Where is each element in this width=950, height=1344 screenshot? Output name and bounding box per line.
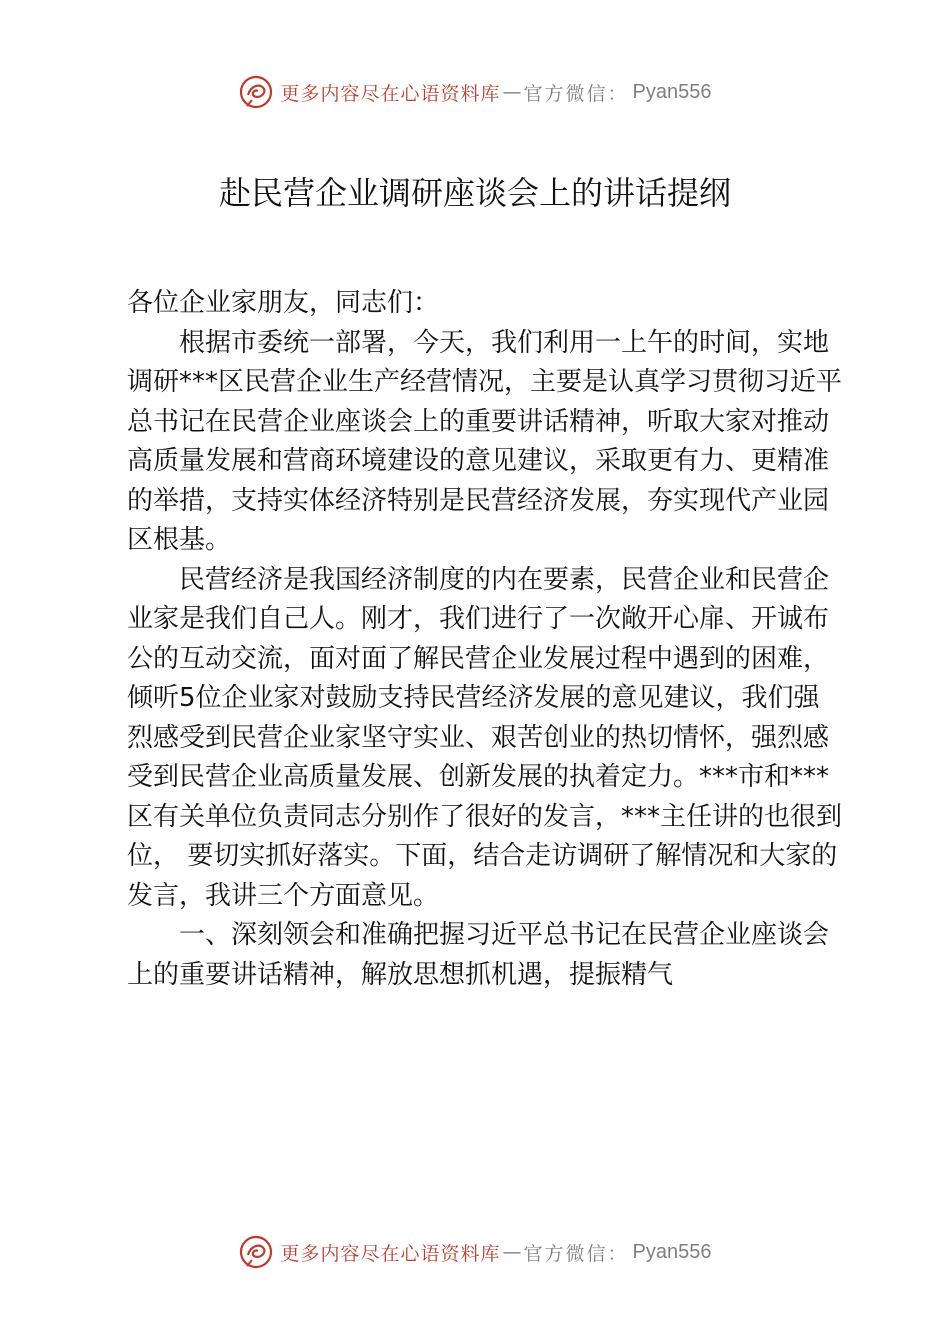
rose-logo-icon [239,1235,273,1269]
paragraph-2: 民营经济是我国经济制度的内在要素，民营企业和民营企业家是我们自己人。刚才，我们进行了一次敞开心扉、开诚布公的互动交流，面对面了解民营企业发展过程中遇到的困难，倾听5位企业家对鼓励支持民营经济发展的意见建议，我们强烈感受到民营企业家坚守实业、艰苦创业的热切情怀，强烈感受到民营企业高质量发展、创新发展的执着定力。***市和***区有关单位负责同志分别作了很好的发言，***主任讲的也很到位， 要切实抓好落实。下面，结合走访调研了解情况和大家的发言，我讲三个方面意见。 [127,564,843,911]
document-body [127,284,843,995]
promo-text: 更多内容尽在心语资料库 [280,82,501,105]
header-banner [0,72,950,112]
promo-text: 更多内容尽在心语资料库 [280,1242,501,1265]
section-heading-1: 一、深刻领会和准确把握习近平总书记在民营企业座谈会上的重要讲话精神，解放思想抓机遇，提振精气 [127,920,830,990]
footer-banner [0,1232,950,1272]
wechat-id: Pyan556 [632,80,712,103]
wechat-label: 官方微信： [523,82,629,105]
wechat-id: Pyan556 [632,1240,712,1263]
banner-separator: — [502,81,522,103]
document-title: 赴民营企业调研座谈会上的讲话提纲 [218,174,731,212]
paragraph-1: 根据市委统一部署，今天，我们利用一上午的时间，实地调研***区民营企业生产经营情况，主要是认真学习贯彻习近平总书记在民营企业座谈会上的重要讲话精神，听取大家对推动高质量发展和营商环境建设的意见建议，采取更有力、更精准的举措，支持实体经济特别是民营经济发展，夯实现代产业园区根基。 [127,327,843,555]
salutation: 各位企业家朋友，同志们： [127,288,440,318]
rose-logo-icon [239,75,273,109]
wechat-label: 官方微信： [523,1242,629,1265]
banner-separator: — [502,1241,522,1263]
